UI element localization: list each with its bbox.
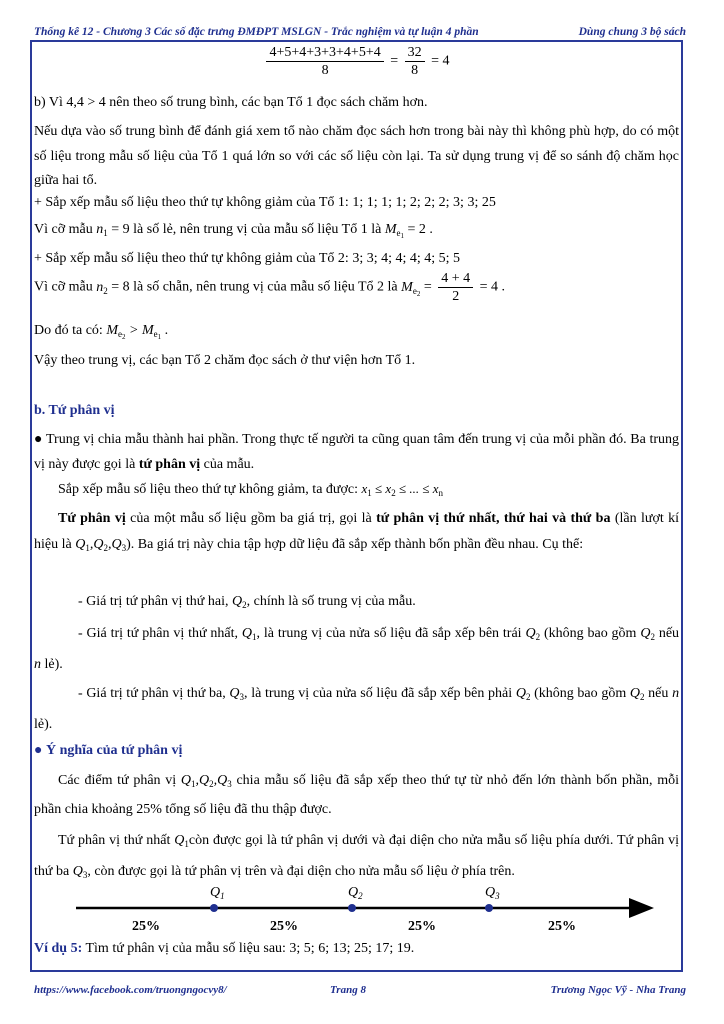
quartile-definition: Tứ phân vị của một mẫu số liệu gồm ba giá trị, gọi là tứ phân vị thứ nhất, thứ hai và thứ ba (lần lượt kí hiệu là $Q_1,Q_2,Q_3$). Ba giá trị này chia tập hợp dữ liệu đã sắp xếp thành bốn phần đều nhau. Cụ thể:: [34, 511, 680, 553]
footer-link[interactable]: https://www.facebook.com/truongngocvy8/: [34, 984, 227, 996]
footer-author: Trương Ngọc Vỹ - Nha Trang: [550, 984, 686, 996]
meaning-paragraph-2: Tứ phân vị thứ nhất $Q_1còn$ được gọi là tứ phân vị dưới và đại diện cho nửa mẫu số liệu phía dưới. Tứ phân vị thứ ba $Q_3$, còn được gọi là tứ phân vị trên và đại diện cho nửa mẫu số liệu ở phía trên.: [34, 833, 679, 880]
sort-group1: + Sắp xếp mẫu số liệu theo thứ tự không giảm của Tổ 1: 1; 1; 1; 1; 2; 2; 2; 3; 3; 25: [34, 195, 496, 210]
meaning-paragraph-1: Các điểm tứ phân vị $Q_1,Q_2,Q_3$ chia mẫu số liệu đã sắp xếp theo thứ tự từ nhỏ đến lớn thành bốn phần, mỗi phần chia khoảng 25% tổng số liệu đã thu thập được.: [34, 773, 680, 817]
q2-description: - Giá trị tứ phân vị thứ hai, $Q_2$, chính là số trung vị của mẫu.: [78, 594, 416, 610]
q2-label: $Q_2$: [348, 885, 363, 901]
sort-group2: + Sắp xếp mẫu số liệu theo thứ tự không giảm của Tổ 2: 3; 3; 4; 4; 4; 4; 5; 5: [34, 251, 461, 266]
page-number: Trang 8: [330, 984, 366, 996]
paragraph-median-reason: Nếu dựa vào số trung bình để đánh giá xem tổ nào chăm đọc sách hơn trong bài này thì không phù hợp, do có một số liệu trong mẫu số liệu của Tổ 1 quá lớn so với các số liệu còn lại. Ta sử dụng trung vị để so sánh độ chăm học giữa hai tổ.: [34, 124, 679, 188]
sort-rule-line: Sắp xếp mẫu số liệu theo thứ tự không giảm, ta được: $x_1 \le x_2$ ≤ ... ≤ $x_n$: [58, 481, 443, 498]
q1-point: [210, 904, 218, 912]
quartile-number-line: [74, 862, 654, 932]
median-group1-line: Vì cỡ mẫu $n_1 = 9$ là số lẻ, nên trung vị của mẫu số liệu Tổ 1 là $M_{e_1} = 2$ .: [34, 222, 433, 240]
q1-label: $Q_1$: [210, 885, 225, 901]
percent-3: 25%: [408, 919, 436, 932]
q3-label: $Q_3$: [485, 885, 500, 901]
q1-description: - Giá trị tứ phân vị thứ nhất, $Q_1$, là trung vị của nửa số liệu đã sắp xếp bên trái $Q_2$ (không bao gồm $Q_2$ nếu n lẻ).: [34, 626, 680, 672]
example-5: Ví dụ 5: Tìm tứ phân vị của mẫu số liệu sau: 3; 5; 6; 13; 25; 17; 19.: [34, 941, 415, 956]
median-group2-line: Vì cỡ mẫu $n_2 = 8$ là số chẵn, nên trung vị của mẫu số liệu Tổ 2 là $M_{e_2}$ = $\frac{4 + 4}{2}$ = 4 .: [34, 271, 506, 304]
q2-point: [348, 904, 356, 912]
mean-calculation: $\frac{4+5+4+3+3+4+5+4}{8}$ = $\frac{32}{8}$ = 4: [34, 44, 679, 79]
part-b-text: b) Vì 4,4 > 4 nên theo số trung bình, các bạn Tổ 1 đọc sách chăm hơn.: [34, 95, 428, 110]
section-meaning-title: ● Ý nghĩa của tứ phân vị: [34, 743, 183, 758]
percent-1: 25%: [132, 919, 160, 932]
q3-point: [485, 904, 493, 912]
section-quartiles-title: b. Tứ phân vị: [34, 403, 115, 418]
header-title: Thống kê 12 - Chương 3 Các số đặc trưng ĐMĐPT MSLGN - Trắc nghiệm và tự luận 4 phần: [34, 26, 479, 38]
header-right: Dùng chung 3 bộ sách: [578, 26, 686, 38]
quartile-intro: ● Trung vị chia mẫu thành hai phần. Trong thực tế người ta cũng quan tâm đến trung vị của mỗi phần đó. Ba trung vị này được gọi là tứ phân vị của mẫu.: [34, 432, 679, 472]
conclusion-line: Vậy theo trung vị, các bạn Tổ 2 chăm đọc sách ở thư viện hơn Tổ 1.: [34, 353, 416, 368]
page-header: [34, 26, 690, 40]
page-footer: [34, 984, 690, 998]
q3-description: - Giá trị tứ phân vị thứ ba, $Q_3$, là trung vị của nửa số liệu đã sắp xếp bên phải $Q_2$ (không bao gồm $Q_2$ nếu n lẻ).: [34, 686, 680, 732]
percent-4: 25%: [548, 919, 576, 932]
percent-2: 25%: [270, 919, 298, 932]
comparison-line: Do đó ta có: $M_{e_2} > M_{e_1}$ .: [34, 323, 169, 341]
